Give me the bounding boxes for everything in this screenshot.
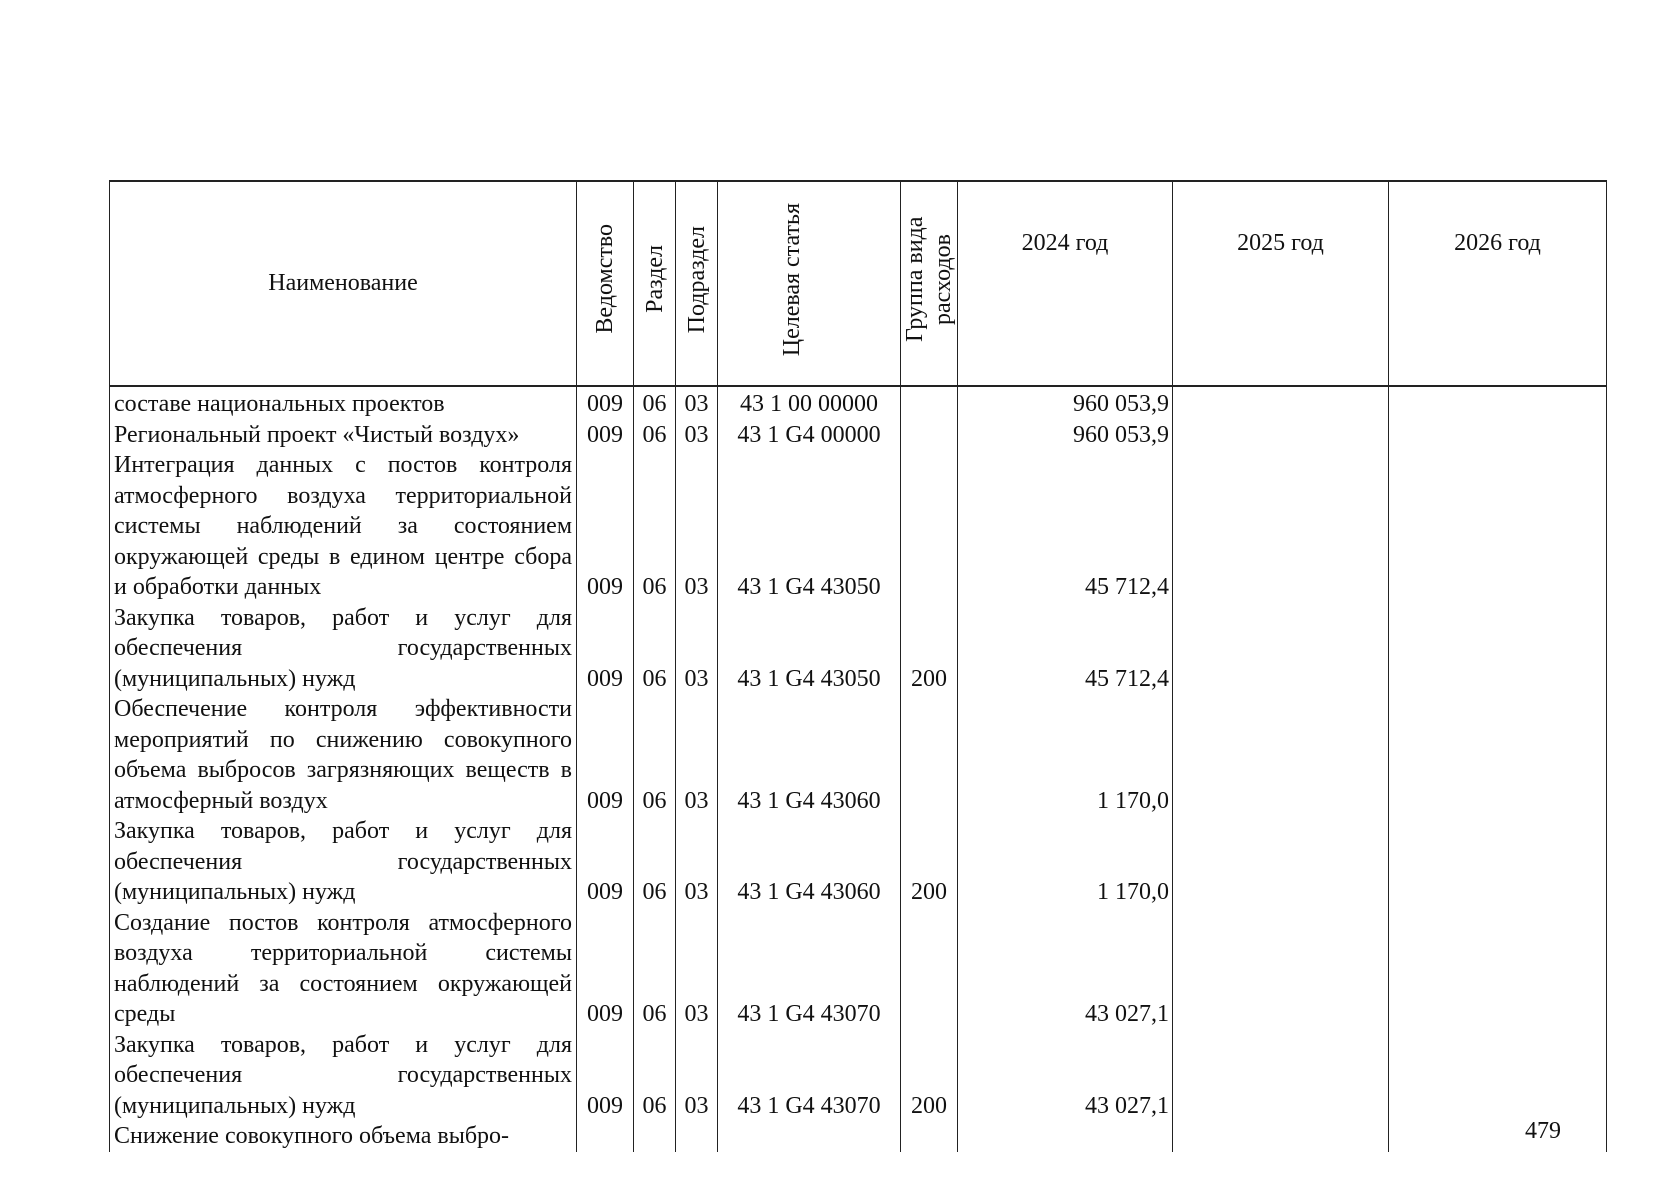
row-year-2024: 1 170,0	[958, 694, 1173, 816]
row-year-2025	[1173, 420, 1389, 451]
table-row	[110, 386, 1607, 420]
row-vedomstvo: 009	[577, 908, 634, 1030]
row-year-2024: 45 712,4	[958, 603, 1173, 695]
row-year-2024: 45 712,4	[958, 450, 1173, 603]
header-year-2024: 2024 год	[958, 181, 1173, 386]
header-name: Наименование	[110, 181, 577, 386]
table-row	[110, 908, 1607, 1030]
header-razdel: Раздел	[634, 181, 676, 386]
row-tselevaya-statya: 43 1 G4 00000	[718, 420, 901, 451]
row-vedomstvo	[577, 1121, 634, 1152]
row-vedomstvo: 009	[577, 603, 634, 695]
header-tselevaya-statya: Целевая статья	[718, 181, 901, 386]
row-name: Обеспечение контроля эффективности мероприятий по снижению совокупного объема выбросов загрязняющих веществ в атмосферный воздух	[110, 694, 577, 816]
row-year-2025	[1173, 694, 1389, 816]
row-year-2024: 43 027,1	[958, 908, 1173, 1030]
row-gruppa-vida-rashodov	[901, 1121, 958, 1152]
row-podrazdel: 03	[676, 694, 718, 816]
row-razdel: 06	[634, 908, 676, 1030]
row-gruppa-vida-rashodov	[901, 386, 958, 420]
row-razdel: 06	[634, 420, 676, 451]
row-podrazdel	[676, 1121, 718, 1152]
row-name: Закупка товаров, работ и услуг для обеспечения государственных (муниципальных) нужд	[110, 603, 577, 695]
row-vedomstvo: 009	[577, 386, 634, 420]
table-row	[110, 816, 1607, 908]
row-tselevaya-statya: 43 1 G4 43060	[718, 816, 901, 908]
row-vedomstvo: 009	[577, 694, 634, 816]
row-gruppa-vida-rashodov: 200	[901, 816, 958, 908]
row-year-2026	[1389, 603, 1607, 695]
row-name: составе национальных проектов	[110, 386, 577, 420]
row-tselevaya-statya: 43 1 G4 43070	[718, 908, 901, 1030]
row-razdel: 06	[634, 694, 676, 816]
row-year-2026	[1389, 450, 1607, 603]
row-razdel: 06	[634, 1030, 676, 1122]
row-razdel: 06	[634, 816, 676, 908]
row-name: Закупка товаров, работ и услуг для обеспечения государственных (муниципальных) нужд	[110, 1030, 577, 1122]
header-gruppa-vida-rashodov: Группа вида расходов	[901, 181, 958, 386]
row-name: Региональный проект «Чистый воздух»	[110, 420, 577, 451]
row-tselevaya-statya: 43 1 G4 43060	[718, 694, 901, 816]
row-gruppa-vida-rashodov	[901, 694, 958, 816]
table-row	[110, 1121, 1607, 1152]
row-tselevaya-statya: 43 1 00 00000	[718, 386, 901, 420]
row-year-2026	[1389, 386, 1607, 420]
row-vedomstvo: 009	[577, 1030, 634, 1122]
row-year-2026	[1389, 1030, 1607, 1122]
row-year-2026	[1389, 1121, 1607, 1152]
row-year-2025	[1173, 1030, 1389, 1122]
row-year-2025	[1173, 816, 1389, 908]
row-podrazdel: 03	[676, 816, 718, 908]
table-row	[110, 603, 1607, 695]
row-podrazdel: 03	[676, 1030, 718, 1122]
row-year-2024	[958, 1121, 1173, 1152]
row-year-2024: 43 027,1	[958, 1030, 1173, 1122]
table-row	[110, 450, 1607, 603]
row-podrazdel: 03	[676, 386, 718, 420]
row-year-2026	[1389, 908, 1607, 1030]
row-year-2025	[1173, 1121, 1389, 1152]
row-razdel: 06	[634, 450, 676, 603]
row-vedomstvo: 009	[577, 420, 634, 451]
table-row	[110, 420, 1607, 451]
row-vedomstvo: 009	[577, 816, 634, 908]
row-year-2025	[1173, 450, 1389, 603]
table-header	[110, 181, 1607, 386]
table-body	[110, 386, 1607, 1152]
header-year-2025: 2025 год	[1173, 181, 1389, 386]
row-year-2024: 960 053,9	[958, 420, 1173, 451]
row-year-2024: 960 053,9	[958, 386, 1173, 420]
row-gruppa-vida-rashodov	[901, 420, 958, 451]
row-year-2024: 1 170,0	[958, 816, 1173, 908]
row-tselevaya-statya: 43 1 G4 43070	[718, 1030, 901, 1122]
page-number: 479	[1525, 1118, 1561, 1144]
table-row	[110, 1030, 1607, 1122]
table-row	[110, 694, 1607, 816]
header-vedomstvo: Ведомство	[577, 181, 634, 386]
header-year-2026: 2026 год	[1389, 181, 1607, 386]
row-gruppa-vida-rashodov: 200	[901, 603, 958, 695]
row-razdel: 06	[634, 386, 676, 420]
row-vedomstvo: 009	[577, 450, 634, 603]
row-year-2026	[1389, 816, 1607, 908]
row-year-2026	[1389, 420, 1607, 451]
row-tselevaya-statya: 43 1 G4 43050	[718, 450, 901, 603]
budget-table	[109, 180, 1607, 1152]
row-year-2025	[1173, 908, 1389, 1030]
row-tselevaya-statya: 43 1 G4 43050	[718, 603, 901, 695]
row-podrazdel: 03	[676, 420, 718, 451]
row-podrazdel: 03	[676, 450, 718, 603]
row-razdel: 06	[634, 603, 676, 695]
row-name: Создание постов контроля атмосферного воздуха территориальной системы наблюдений за состоянием окружающей среды	[110, 908, 577, 1030]
row-gruppa-vida-rashodov: 200	[901, 1030, 958, 1122]
row-podrazdel: 03	[676, 603, 718, 695]
row-razdel	[634, 1121, 676, 1152]
row-name: Интеграция данных с постов контроля атмосферного воздуха территориальной системы наблюдений за состоянием окружающей среды в едином центре сбора и обработки данных	[110, 450, 577, 603]
row-podrazdel: 03	[676, 908, 718, 1030]
row-gruppa-vida-rashodov	[901, 450, 958, 603]
row-year-2026	[1389, 694, 1607, 816]
row-tselevaya-statya	[718, 1121, 901, 1152]
row-gruppa-vida-rashodov	[901, 908, 958, 1030]
row-year-2025	[1173, 603, 1389, 695]
header-podrazdel: Подраздел	[676, 181, 718, 386]
row-name: Закупка товаров, работ и услуг для обеспечения государственных (муниципальных) нужд	[110, 816, 577, 908]
row-year-2025	[1173, 386, 1389, 420]
row-name: Снижение совокупного объема выбро-	[110, 1121, 577, 1152]
